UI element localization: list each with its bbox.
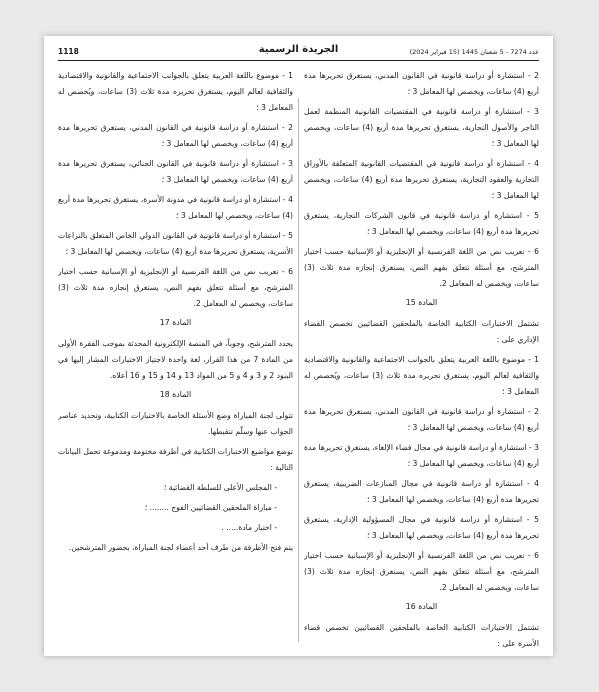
issue-info: عدد 7274 - 5 شعبان 1445 (15 فبراير 2024) <box>409 48 539 56</box>
document-page <box>44 36 553 656</box>
paragraph: يتم فتح الأظرفة من طرف أحد أعضاء لجنة المباراة، بحضور المترشحين. <box>68 543 293 552</box>
page-header <box>58 44 539 61</box>
paragraph: 3 - استشارة أو دراسة قانونية في القانون الجنائي، يستغرق تحريرها مدة أربع (4) ساعات، ويخصص لها المعامل 3 ؛ <box>58 159 293 184</box>
paragraph: 6 - تعريب نص من اللغة الفرنسية أو الإنجليزية أو الإسبانية حسب اختيار المترشح، مع أسئلة تتعلق بفهم النص، يستغرق إنجازه مدة ثلاث (3) ساعات، ويخصص له المعامل 2. <box>304 551 539 592</box>
list-item: - مباراة الملحقين القضائيين الفوج ........ ؛ <box>144 503 277 512</box>
paragraph: 5 - استشارة أو دراسة قانونية في مجال المسؤولية الإدارية، يستغرق تحريرها مدة أربع (4) ساعات، ويخصص لها المعامل 3 ؛ <box>304 515 539 540</box>
column-divider <box>298 98 299 642</box>
right-column <box>304 68 539 650</box>
paragraph: تشتمل الاختبارات الكتابية الخاصة بالملحقين القضائيين تخصص القضاء الإداري على : <box>304 319 539 344</box>
paragraph: 6 - تعريب نص من اللغة الفرنسية أو الإنجليزية أو الإسبانية حسب اختيار المترشح، مع أسئلة تتعلق بفهم النص، يستغرق إنجازه مدة ثلاث (3) ساعات، ويخصص له المعامل 2. <box>58 267 293 308</box>
paragraph: تشتمل الاختبارات الكتابية الخاصة بالملحقين القضائيين تخصص قضاء الأسرة على : <box>304 623 539 648</box>
page-number: 1118 <box>58 47 79 56</box>
paragraph: 4 - استشارة أو دراسة قانونية في المقتضيات القانونية المتعلقة بالأوراق التجارية والعقود التجارية، يستغرق تحريرها مدة أربع (4) ساعات، ويخصص لها المعامل 3 ؛ <box>304 159 539 200</box>
article-heading: المادة 17 <box>159 318 192 327</box>
article-heading: المادة 18 <box>159 390 192 399</box>
text-columns <box>58 68 539 650</box>
paragraph: تتولى لجنة المباراة وضع الأسئلة الخاصة بالاختبارات الكتابية، وتحديد عناصر الجواب عنها وسلّم تنقيطها. <box>58 411 293 436</box>
paragraph: 2 - استشارة أو دراسة قانونية في القانون المدني، يستغرق تحريرها مدة أربع (4) ساعات، ويخصص لها المعامل 3 ؛ <box>304 71 539 96</box>
paragraph: 5 - استشارة أو دراسة قانونية في القانون الدولي الخاص المتعلق بالنزاعات الأسرية، يستغرق تحريرها مدة أربع (4) ساعات، ويخصص لها المعامل 3 ؛ <box>58 231 293 256</box>
paragraph: 3 - استشارة أو دراسة قانونية في المقتضيات القانونية المنظمة لعمل التاجر والأصول التجارية، يستغرق تحريرها مدة أربع (4) ساعات، ويخصص لها المعامل 3 ؛ <box>304 107 539 148</box>
list-item: - اختبار مادة..... . <box>221 523 277 532</box>
gazette-title: الجريدة الرسمية <box>258 44 339 55</box>
paragraph: توضع مواضيع الاختبارات الكتابية في أظرفة مختومة ومدموغة تحمل البيانات التالية : <box>58 447 293 472</box>
paragraph: 1 - موضوع باللغة العربية يتعلق بالجوانب الاجتماعية والقانونية والاقتصادية والثقافية لعالم اليوم، يستغرق تحريره مدة ثلاث (3) ساعات، ويُخصص له المعامل 3 ؛ <box>304 355 539 396</box>
left-column <box>58 68 293 650</box>
paragraph: 3 - استشارة أو دراسة قانونية في مجال قضاء الإلغاء، يستغرق تحريرها مدة أربع (4) ساعات، ويخصص لها المعامل 3 ؛ <box>304 443 539 468</box>
paragraph: 2 - استشارة أو دراسة قانونية في القانون المدني، يستغرق تحريرها مدة أربع (4) ساعات، ويخصص لها المعامل 3 ؛ <box>304 407 539 432</box>
paragraph: 6 - تعريب نص من اللغة الفرنسية أو الإنجليزية أو الإسبانية حسب اختيار المترشح، مع أسئلة تتعلق بفهم النص، يستغرق إنجازه مدة ثلاث (3) ساعات، ويخصص له المعامل 2. <box>304 247 539 288</box>
list-item: - المجلس الأعلى للسلطة القضائية ؛ <box>163 483 277 492</box>
paragraph: يحدد المترشح، وجوباً، في المنصة الإلكترونية المحدثة بموجب الفقرة الأولى من المادة 7 من هذا القرار، لغة واحدة لاجتياز الاختبارات المشار إليها في البنود 2 و 3 و 4 و 5 من المواد 13 و 14 و 15 و 16 أعلاه. <box>58 339 293 380</box>
article-heading: المادة 16 <box>405 602 438 611</box>
paragraph: 4 - استشارة أو دراسة قانونية في مدونة الأسرة، يستغرق تحريرها مدة أربع (4) ساعات، ويخصص لها المعامل 3 ؛ <box>58 195 293 220</box>
article-heading: المادة 15 <box>405 298 438 307</box>
paragraph: 2 - استشارة أو دراسة قانونية في القانون المدني، يستغرق تحريرها مدة أربع (4) ساعات، ويخصص لها المعامل 3 ؛ <box>58 123 293 148</box>
paragraph: 5 - استشارة أو دراسة قانونية في قانون الشركات التجارية، يستغرق تحريرها مدة أربع (4) ساعات، ويخصص لها المعامل 3 ؛ <box>304 211 539 236</box>
paragraph: 1 - موضوع باللغة العربية يتعلق بالجوانب الاجتماعية والقانونية والاقتصادية والثقافية لعالم اليوم، يستغرق تحريره مدة ثلاث (3) ساعات، ويُخصص له المعامل 3 ؛ <box>58 71 293 112</box>
paragraph: 4 - استشارة أو دراسة قانونية في مجال المنازعات الضريبية، يستغرق تحريرها مدة أربع (4) ساعات، ويخصص لها المعامل 3 ؛ <box>304 479 539 504</box>
